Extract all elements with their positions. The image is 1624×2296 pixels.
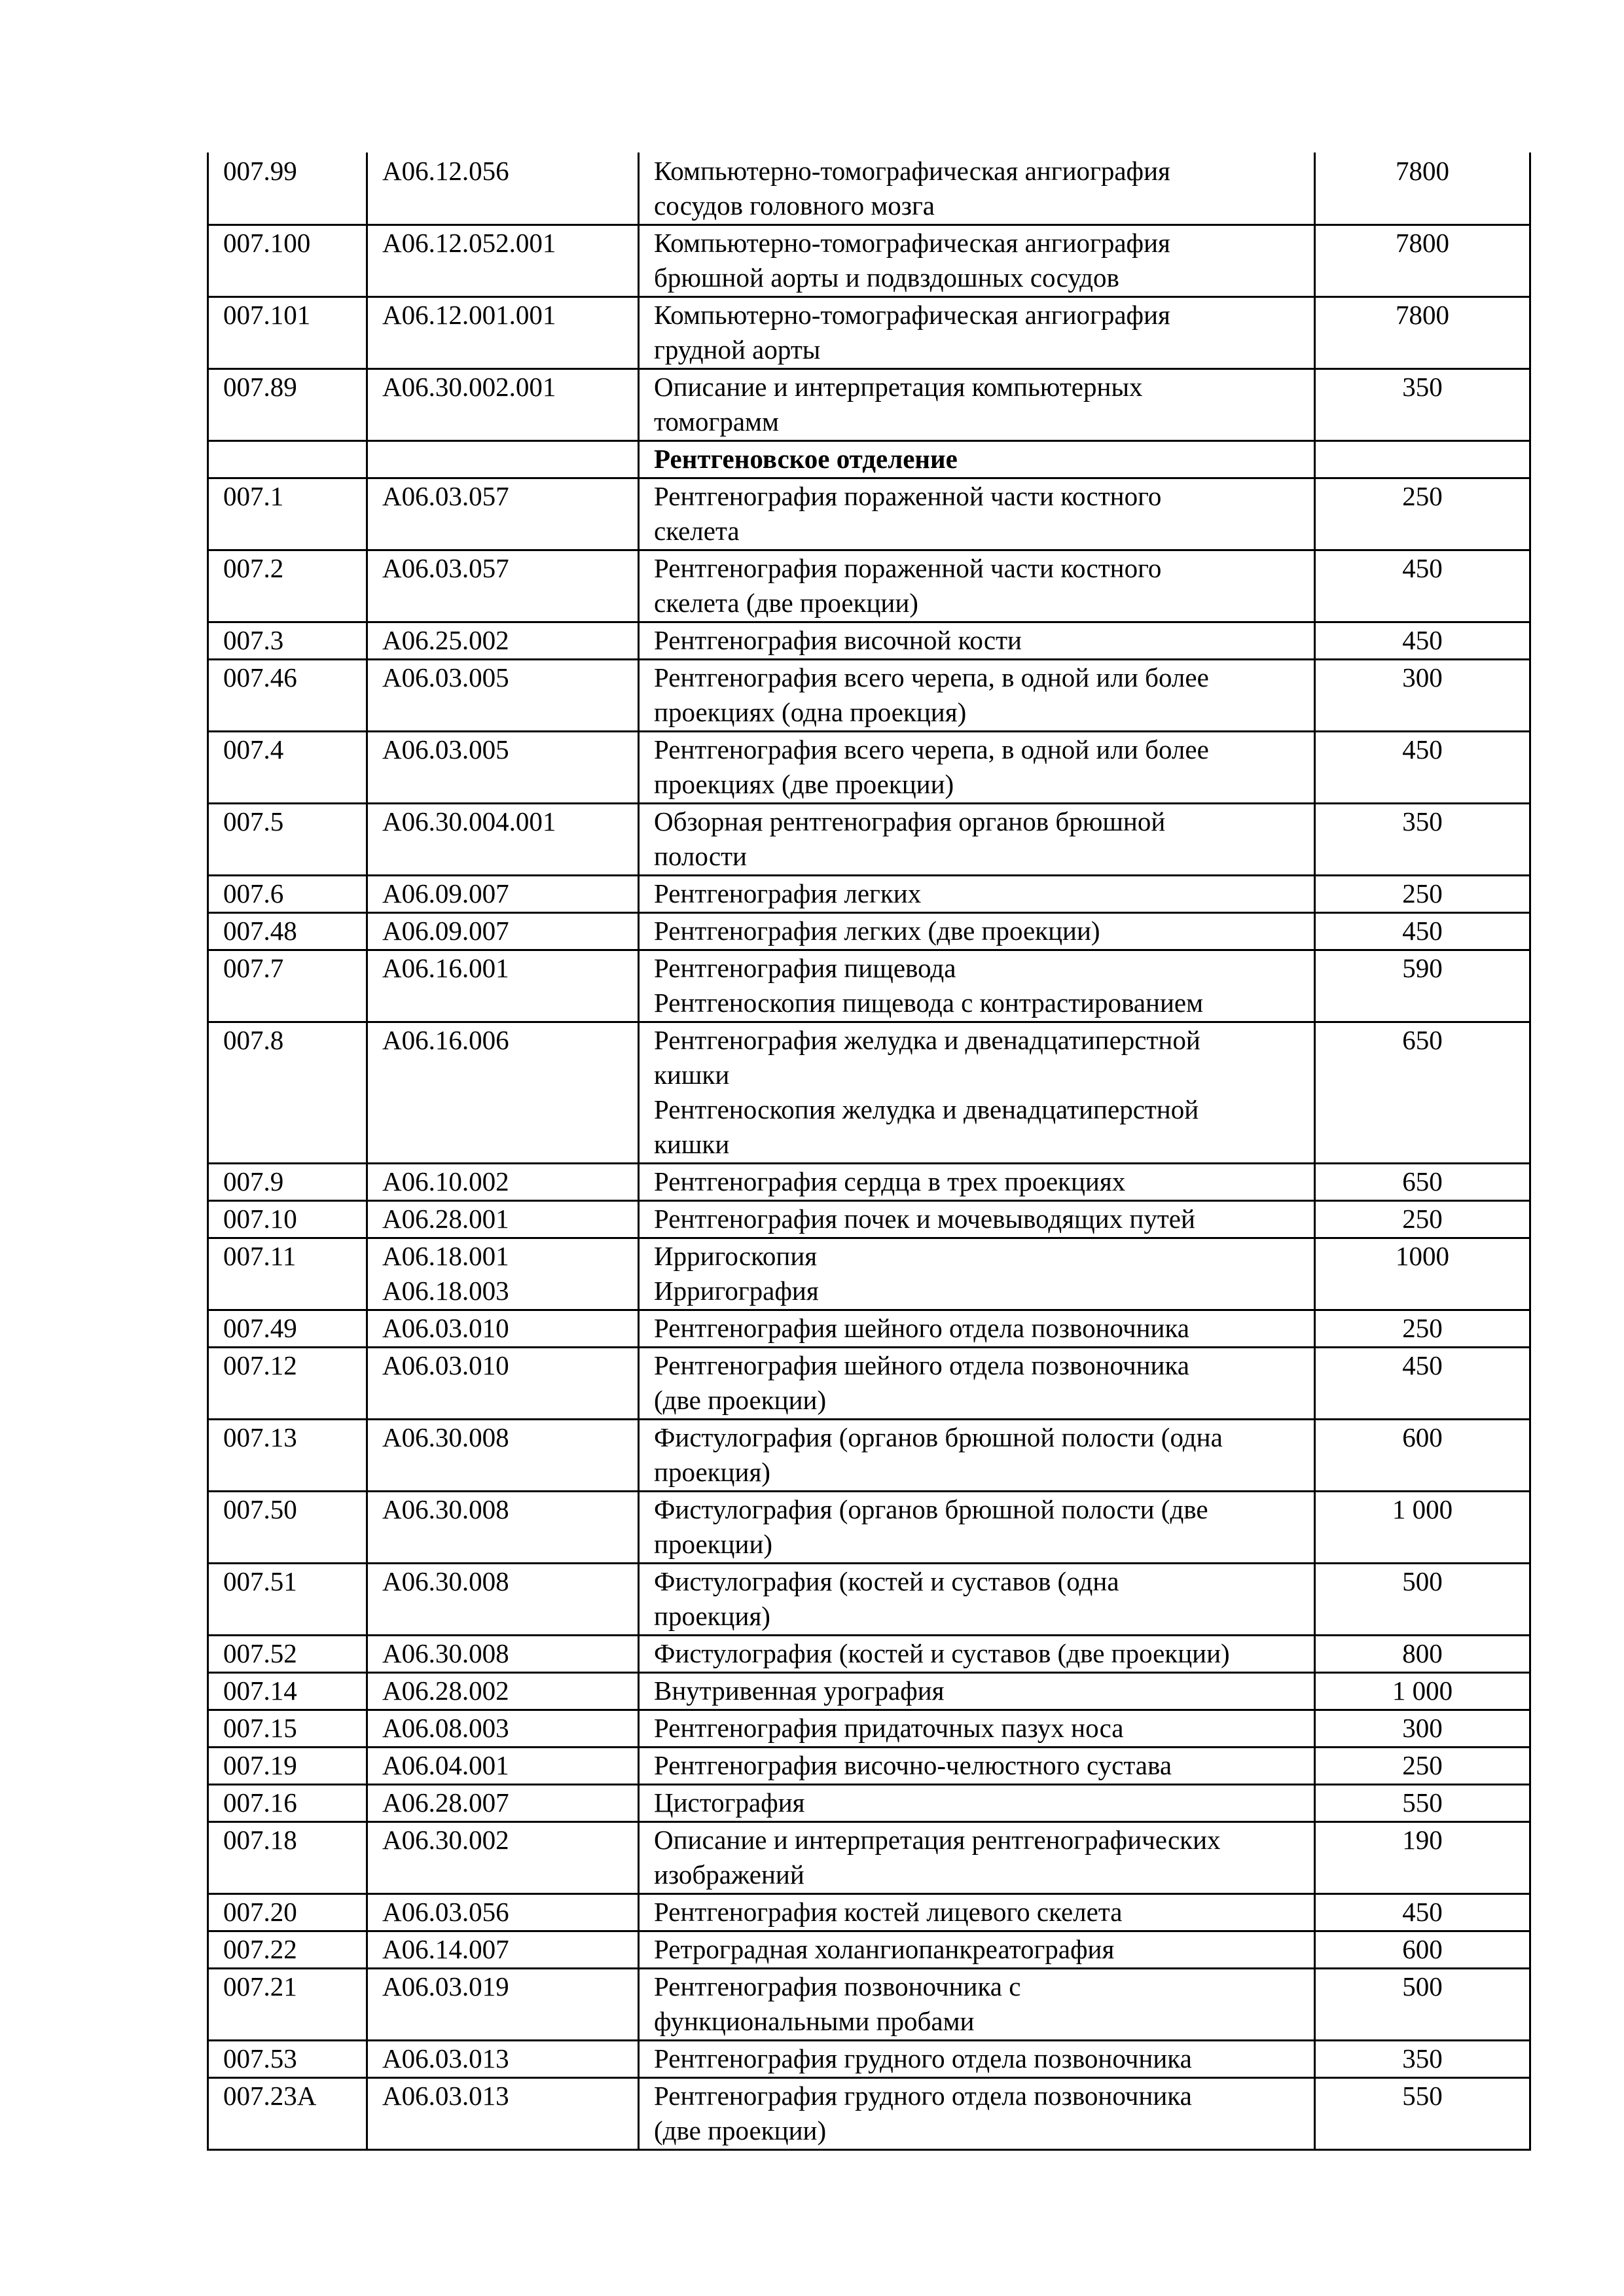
table-row xyxy=(208,876,1530,913)
table-row xyxy=(208,660,1530,732)
table-row xyxy=(208,1348,1530,1420)
price-cell: 450 xyxy=(1315,913,1530,950)
service-name-cell: Рентгенография всего черепа, в одной или более проекциях (одна проекция) xyxy=(639,660,1315,732)
service-code-cell: A06.03.019 xyxy=(367,1969,639,2041)
price-cell: 7800 xyxy=(1315,297,1530,369)
service-code-cell: A06.16.001 xyxy=(367,950,639,1022)
service-code-cell: A06.30.008 xyxy=(367,1420,639,1492)
service-code-cell: A06.30.008 xyxy=(367,1636,639,1673)
price-cell: 250 xyxy=(1315,1748,1530,1785)
row-code-cell: 007.2 xyxy=(208,550,367,622)
service-name-cell: Рентгеновское отделение xyxy=(639,441,1315,478)
price-cell: 7800 xyxy=(1315,152,1530,225)
price-cell: 450 xyxy=(1315,1348,1530,1420)
service-name-cell: Рентгенография височно-челюстного сустава xyxy=(639,1748,1315,1785)
table-row xyxy=(208,950,1530,1022)
service-name-cell: Рентгенография пораженной части костного скелета (две проекции) xyxy=(639,550,1315,622)
row-code-cell: 007.50 xyxy=(208,1492,367,1564)
service-code-cell: A06.18.001 A06.18.003 xyxy=(367,1238,639,1310)
service-name-cell: Компьютерно-томографическая ангиография грудной аорты xyxy=(639,297,1315,369)
service-name-cell: Рентгенография легких xyxy=(639,876,1315,913)
price-cell: 250 xyxy=(1315,876,1530,913)
service-name-cell: Ирригоскопия Ирригография xyxy=(639,1238,1315,1310)
price-cell: 550 xyxy=(1315,1785,1530,1822)
price-cell: 600 xyxy=(1315,1420,1530,1492)
table-row xyxy=(208,1785,1530,1822)
row-code-cell: 007.101 xyxy=(208,297,367,369)
table-row xyxy=(208,622,1530,660)
service-name-cell: Рентгенография височной кости xyxy=(639,622,1315,660)
row-code-cell: 007.7 xyxy=(208,950,367,1022)
service-code-cell: A06.28.007 xyxy=(367,1785,639,1822)
service-code-cell: A06.16.006 xyxy=(367,1022,639,1164)
service-name-cell: Описание и интерпретация компьютерных томограмм xyxy=(639,369,1315,441)
price-cell: 500 xyxy=(1315,1969,1530,2041)
price-cell: 1 000 xyxy=(1315,1673,1530,1710)
service-code-cell: A06.03.013 xyxy=(367,2078,639,2150)
row-code-cell: 007.16 xyxy=(208,1785,367,1822)
row-code-cell: 007.51 xyxy=(208,1564,367,1636)
table-row xyxy=(208,369,1530,441)
table-row xyxy=(208,1822,1530,1894)
price-cell: 450 xyxy=(1315,622,1530,660)
price-cell: 650 xyxy=(1315,1164,1530,1201)
price-cell: 1000 xyxy=(1315,1238,1530,1310)
table-row xyxy=(208,804,1530,876)
service-code-cell: A06.30.008 xyxy=(367,1564,639,1636)
row-code-cell: 007.52 xyxy=(208,1636,367,1673)
price-cell: 1 000 xyxy=(1315,1492,1530,1564)
row-code-cell: 007.14 xyxy=(208,1673,367,1710)
service-name-cell: Рентгенография пищевода Рентгеноскопия пищевода с контрастированием xyxy=(639,950,1315,1022)
table-row xyxy=(208,152,1530,225)
price-cell: 300 xyxy=(1315,1710,1530,1748)
table-row xyxy=(208,1164,1530,1201)
table-row xyxy=(208,1564,1530,1636)
row-code-cell: 007.1 xyxy=(208,478,367,550)
price-cell: 650 xyxy=(1315,1022,1530,1164)
service-name-cell: Рентгенография легких (две проекции) xyxy=(639,913,1315,950)
table-row xyxy=(208,550,1530,622)
service-name-cell: Обзорная рентгенография органов брюшной полости xyxy=(639,804,1315,876)
price-cell: 350 xyxy=(1315,804,1530,876)
service-name-cell: Рентгенография грудного отдела позвоночника xyxy=(639,2041,1315,2078)
service-name-cell: Фистулография (костей и суставов (одна проекция) xyxy=(639,1564,1315,1636)
service-code-cell: A06.28.001 xyxy=(367,1201,639,1238)
service-name-cell: Рентгенография шейного отдела позвоночника xyxy=(639,1310,1315,1348)
row-code-cell: 007.48 xyxy=(208,913,367,950)
table-row xyxy=(208,913,1530,950)
row-code-cell: 007.53 xyxy=(208,2041,367,2078)
service-name-cell: Фистулография (костей и суставов (две проекции) xyxy=(639,1636,1315,1673)
table-row xyxy=(208,297,1530,369)
table-row xyxy=(208,1673,1530,1710)
service-code-cell: A06.10.002 xyxy=(367,1164,639,1201)
price-cell: 450 xyxy=(1315,1894,1530,1931)
table-row xyxy=(208,1894,1530,1931)
table-row xyxy=(208,1492,1530,1564)
service-code-cell: A06.28.002 xyxy=(367,1673,639,1710)
service-code-cell: A06.03.005 xyxy=(367,732,639,804)
service-name-cell: Рентгенография сердца в трех проекциях xyxy=(639,1164,1315,1201)
service-code-cell: A06.03.010 xyxy=(367,1348,639,1420)
service-name-cell: Рентгенография шейного отдела позвоночника (две проекции) xyxy=(639,1348,1315,1420)
service-name-cell: Цистография xyxy=(639,1785,1315,1822)
price-cell: 300 xyxy=(1315,660,1530,732)
service-name-cell: Компьютерно-томографическая ангиография сосудов головного мозга xyxy=(639,152,1315,225)
price-cell: 250 xyxy=(1315,1310,1530,1348)
price-cell: 600 xyxy=(1315,1931,1530,1969)
row-code-cell: 007.15 xyxy=(208,1710,367,1748)
row-code-cell: 007.20 xyxy=(208,1894,367,1931)
row-code-cell: 007.5 xyxy=(208,804,367,876)
service-code-cell: A06.09.007 xyxy=(367,876,639,913)
service-code-cell: A06.30.002 xyxy=(367,1822,639,1894)
service-name-cell: Фистулография (органов брюшной полости (одна проекция) xyxy=(639,1420,1315,1492)
table-row xyxy=(208,1201,1530,1238)
row-code-cell xyxy=(208,441,367,478)
price-cell: 450 xyxy=(1315,550,1530,622)
price-cell: 550 xyxy=(1315,2078,1530,2150)
service-code-cell: A06.03.013 xyxy=(367,2041,639,2078)
service-code-cell xyxy=(367,441,639,478)
service-name-cell: Фистулография (органов брюшной полости (две проекции) xyxy=(639,1492,1315,1564)
price-cell: 190 xyxy=(1315,1822,1530,1894)
service-name-cell: Рентгенография костей лицевого скелета xyxy=(639,1894,1315,1931)
row-code-cell: 007.6 xyxy=(208,876,367,913)
row-code-cell: 007.10 xyxy=(208,1201,367,1238)
price-cell: 450 xyxy=(1315,732,1530,804)
table-row xyxy=(208,225,1530,297)
service-code-cell: A06.03.005 xyxy=(367,660,639,732)
row-code-cell: 007.100 xyxy=(208,225,367,297)
service-code-cell: A06.03.057 xyxy=(367,478,639,550)
table-row xyxy=(208,732,1530,804)
row-code-cell: 007.18 xyxy=(208,1822,367,1894)
row-code-cell: 007.23А xyxy=(208,2078,367,2150)
table-row xyxy=(208,478,1530,550)
service-name-cell: Рентгенография грудного отдела позвоночника (две проекции) xyxy=(639,2078,1315,2150)
row-code-cell: 007.11 xyxy=(208,1238,367,1310)
price-cell: 590 xyxy=(1315,950,1530,1022)
service-name-cell: Рентгенография позвоночника с функциональными пробами xyxy=(639,1969,1315,2041)
service-name-cell: Внутривенная урография xyxy=(639,1673,1315,1710)
price-cell: 350 xyxy=(1315,2041,1530,2078)
service-name-cell: Рентгенография всего черепа, в одной или более проекциях (две проекции) xyxy=(639,732,1315,804)
price-list-table xyxy=(207,152,1531,2151)
table-body xyxy=(208,152,1530,2150)
row-code-cell: 007.19 xyxy=(208,1748,367,1785)
service-code-cell: A06.12.056 xyxy=(367,152,639,225)
service-code-cell: A06.30.004.001 xyxy=(367,804,639,876)
table-row xyxy=(208,1748,1530,1785)
service-code-cell: A06.30.002.001 xyxy=(367,369,639,441)
row-code-cell: 007.89 xyxy=(208,369,367,441)
service-name-cell: Рентгенография придаточных пазух носа xyxy=(639,1710,1315,1748)
table-row xyxy=(208,1310,1530,1348)
row-code-cell: 007.9 xyxy=(208,1164,367,1201)
service-code-cell: A06.04.001 xyxy=(367,1748,639,1785)
table-row xyxy=(208,2078,1530,2150)
service-name-cell: Описание и интерпретация рентгенографических изображений xyxy=(639,1822,1315,1894)
price-cell: 500 xyxy=(1315,1564,1530,1636)
row-code-cell: 007.49 xyxy=(208,1310,367,1348)
table-row xyxy=(208,1022,1530,1164)
service-code-cell: A06.12.052.001 xyxy=(367,225,639,297)
service-code-cell: A06.09.007 xyxy=(367,913,639,950)
row-code-cell: 007.99 xyxy=(208,152,367,225)
price-cell: 250 xyxy=(1315,478,1530,550)
row-code-cell: 007.13 xyxy=(208,1420,367,1492)
service-code-cell: A06.08.003 xyxy=(367,1710,639,1748)
row-code-cell: 007.4 xyxy=(208,732,367,804)
table-row xyxy=(208,1969,1530,2041)
table-row xyxy=(208,1238,1530,1310)
service-name-cell: Рентгенография желудка и двенадцатиперстной кишки Рентгеноскопия желудка и двенадцатиперстной кишки xyxy=(639,1022,1315,1164)
service-code-cell: A06.14.007 xyxy=(367,1931,639,1969)
price-cell: 800 xyxy=(1315,1636,1530,1673)
service-name-cell: Рентгенография пораженной части костного скелета xyxy=(639,478,1315,550)
price-cell: 7800 xyxy=(1315,225,1530,297)
service-name-cell: Ретроградная холангиопанкреатография xyxy=(639,1931,1315,1969)
service-name-cell: Компьютерно-томографическая ангиография брюшной аорты и подвздошных сосудов xyxy=(639,225,1315,297)
price-cell xyxy=(1315,441,1530,478)
price-cell: 250 xyxy=(1315,1201,1530,1238)
service-code-cell: A06.03.010 xyxy=(367,1310,639,1348)
table-row xyxy=(208,1710,1530,1748)
table-row xyxy=(208,1931,1530,1969)
service-code-cell: A06.30.008 xyxy=(367,1492,639,1564)
row-code-cell: 007.46 xyxy=(208,660,367,732)
service-code-cell: A06.03.057 xyxy=(367,550,639,622)
table-row xyxy=(208,2041,1530,2078)
table-row xyxy=(208,1636,1530,1673)
row-code-cell: 007.22 xyxy=(208,1931,367,1969)
service-code-cell: A06.12.001.001 xyxy=(367,297,639,369)
row-code-cell: 007.12 xyxy=(208,1348,367,1420)
section-header-row xyxy=(208,441,1530,478)
row-code-cell: 007.3 xyxy=(208,622,367,660)
service-name-cell: Рентгенография почек и мочевыводящих путей xyxy=(639,1201,1315,1238)
row-code-cell: 007.21 xyxy=(208,1969,367,2041)
service-code-cell: A06.03.056 xyxy=(367,1894,639,1931)
service-code-cell: A06.25.002 xyxy=(367,622,639,660)
row-code-cell: 007.8 xyxy=(208,1022,367,1164)
table-row xyxy=(208,1420,1530,1492)
price-cell: 350 xyxy=(1315,369,1530,441)
